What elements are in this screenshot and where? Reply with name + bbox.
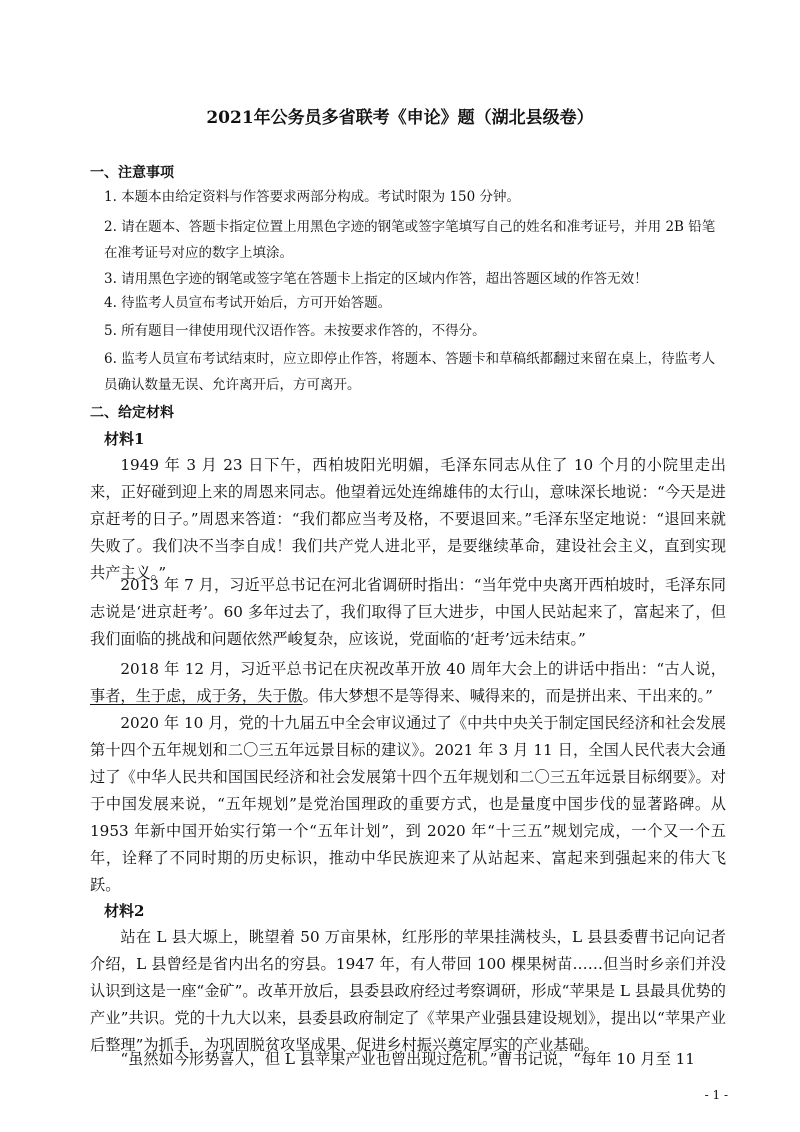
notice-item: 5. 所有题目一律使用现代汉语作答。未按要求作答的，不得分。 (104, 323, 486, 339)
material-1-paragraph: 2020 年 10 月，党的十九届五中全会审议通过了《中共中央关于制定国民经济和社会发展第十四个五年规划和二〇三五年远景目标的建议》。2021 年 3 月 11 日，全国人民代表大会通过了《中华人民共和国国民经济和社会发展第十四个五年规划和二〇三五年远景目标纲要》。对于中国发展来说，“五年规划”是党治国理政的重要方式，也是量度中国步伐的显著路碑。从 1953 年新中国开始实行第一个“五年计划”，到 2020 年“十三五”规划完成，一个又一个五年，诠释了不同时期的历史标识，推动中华民族迎来了从站起来、富起来到强起来的伟大飞跃。 (90, 714, 726, 894)
material-1-label: 材料1 (104, 430, 145, 448)
underlined-quote: 事者，生于虑，成于务，失于傲 (90, 687, 303, 705)
page-title: 2021年公务员多省联考《申论》题（湖北县级卷） (206, 108, 594, 128)
material-2-label: 材料2 (104, 902, 145, 920)
notice-item: 3. 请用黑色字迹的钢笔或签字笔在答题卡上指定的区域内作答，超出答题区域的作答无效！ (104, 271, 648, 287)
notice-item: 4. 待监考人员宣布考试开始后，方可开始答题。 (104, 295, 392, 311)
quote-text: 。伟大梦想不是等得来、喊得来的，而是拼出来、干出来的。” (302, 687, 713, 705)
quote-text: 2018 年 12 月，习近平总书记在庆祝改革开放 40 周年大会上的讲话中指出：“古人说， (120, 660, 726, 678)
material-1-paragraph: 1949 年 3 月 23 日下午，西柏坡阳光明媚，毛泽东同志从住了 10 个月的小院里走出来，正好碰到迎上来的周恩来同志。他望着远处连绵雄伟的太行山，意味深长地说：“今天是进京赶考的日子。”周恩来答道：“我们都应当考及格，不要退回来。”毛泽东坚定地说：“退回来就失败了。我们决不当李自成！我们共产党人进北平，是要继续革命，建设社会主义，直到实现共产主义。” (90, 456, 726, 582)
material-2-paragraph: “虽然如今形势喜人，但 L 县苹果产业也曾出现过危机。”曹书记说，“每年 10 月至 11 (120, 1050, 695, 1068)
notice-item: 2. 请在题本、答题卡指定位置上用黑色字迹的钢笔或签字笔填写自己的姓名和准考证号，并用 2B 铅笔在准考证号对应的数字上填涂。 (104, 219, 716, 261)
page-number: - 1 - (704, 1088, 728, 1102)
section-heading-notice: 一、注意事项 (90, 165, 174, 181)
section-heading-materials: 二、给定材料 (90, 405, 174, 421)
material-1-paragraph (90, 656, 726, 710)
material-2-paragraph: 站在 L 县大塬上，眺望着 50 万亩果林，红彤彤的苹果挂满枝头，L 县县委曹书记向记者介绍，L 县曾经是省内出名的穷县。1947 年，有人带回 100 棵果树苗……但当时乡亲们并没认识到这是一座“金矿”。改革开放后，县委县政府经过考察调研，形成“苹果是 L 县最具优势的产业”共识。党的十九大以来，县委县政府制定了《苹果产业强县建设规划》，提出以“苹果产业后整理”为抓手，为巩固脱贫攻坚成果、促进乡村振兴奠定厚实的产业基础。 (90, 928, 726, 1054)
notice-item: 6. 监考人员宣布考试结束时，应立即停止作答，将题本、答题卡和草稿纸都翻过来留在桌上，待监考人员确认数量无误、允许离开后，方可离开。 (104, 351, 716, 393)
notice-item: 1. 本题本由给定资料与作答要求两部分构成。考试时限为 150 分钟。 (104, 189, 521, 205)
material-1-paragraph: 2013 年 7 月，习近平总书记在河北省调研时指出：“当年党中央离开西柏坡时，毛泽东同志说是‘进京赶考’。60 多年过去了，我们取得了巨大进步，中国人民站起来了，富起来了，但我们面临的挑战和问题依然严峻复杂，应该说，党面临的‘赶考’远未结束。” (90, 576, 726, 648)
